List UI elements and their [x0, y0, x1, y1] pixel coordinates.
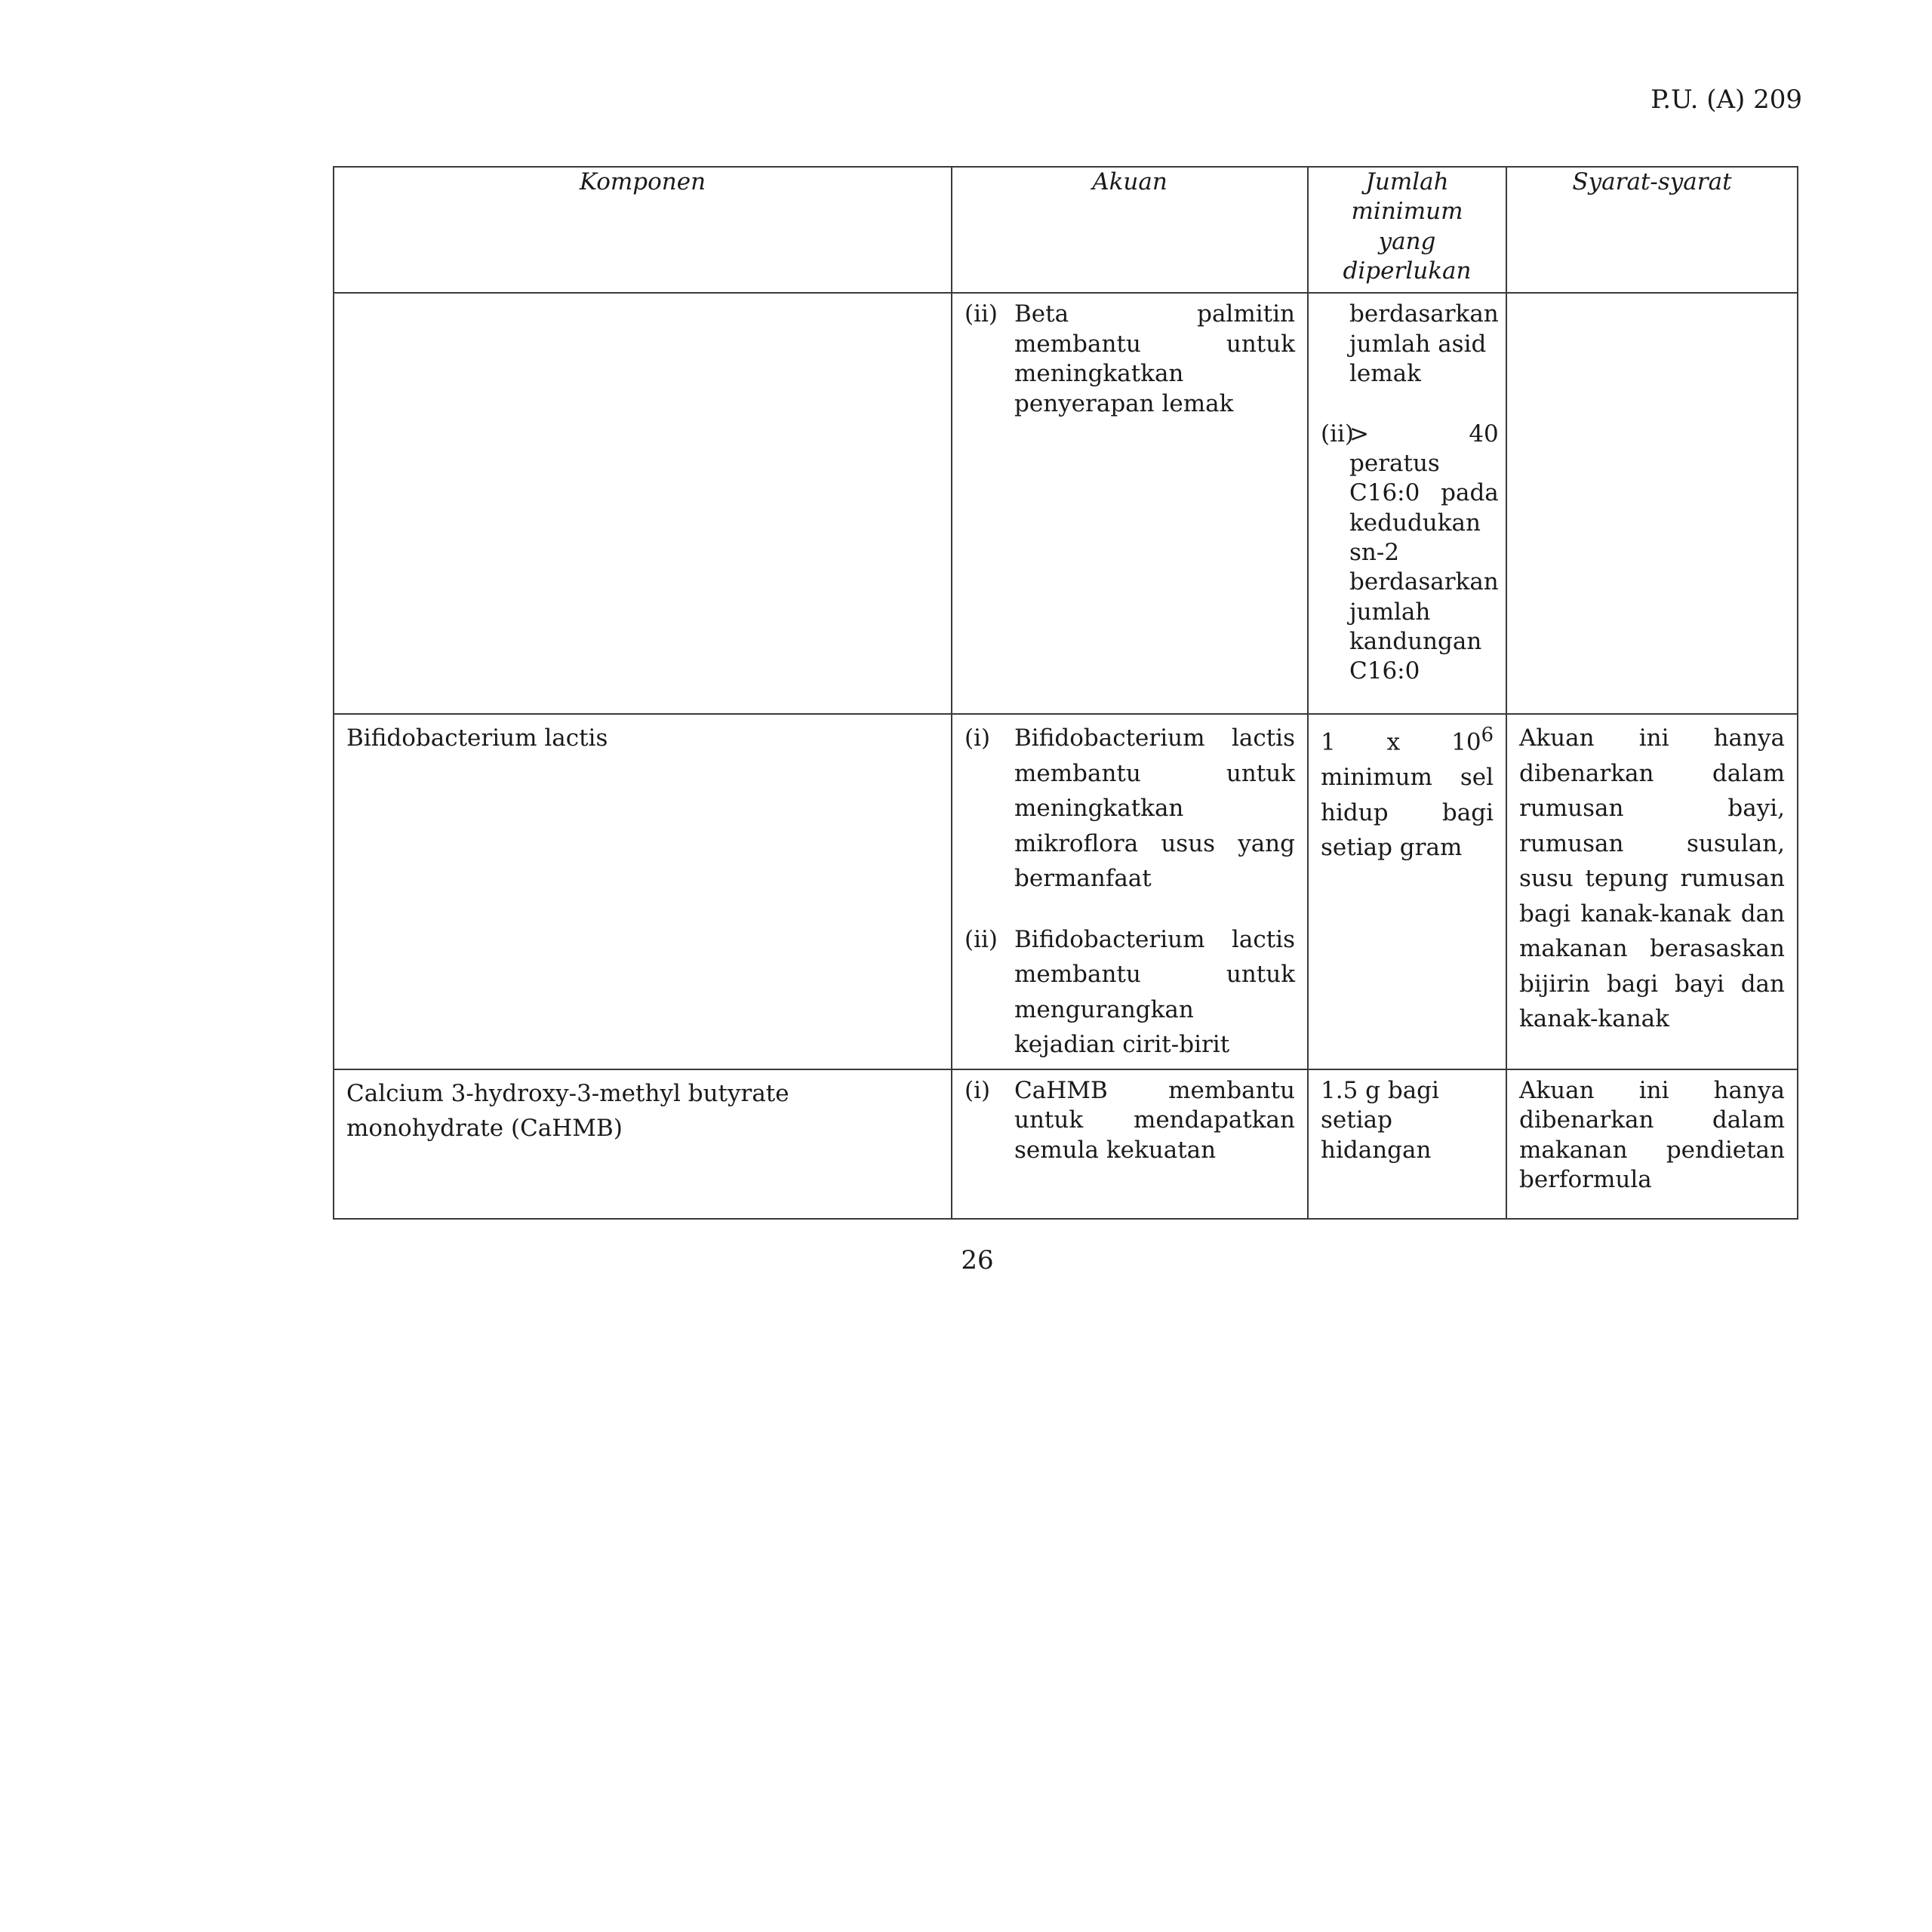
claims-cell: [952, 1069, 1308, 1219]
amount-subitem: [1321, 420, 1499, 687]
table-row: [334, 714, 1798, 1069]
column-header-syarat: Syarat-syarat: [1506, 167, 1798, 293]
amount-cell: 1.5 g bagi setiap hidangan: [1308, 1069, 1506, 1219]
amount-exponent: 6: [1481, 724, 1494, 747]
claim-text: Bifidobacterium lactis membantu untuk mengurangkan kejadian cirit-birit: [1014, 925, 1295, 1059]
claim-number: (ii): [964, 300, 998, 328]
claims-table: [333, 166, 1798, 1220]
claim-number: (ii): [964, 925, 998, 953]
conditions-cell: Akuan ini hanya dibenarkan dalam rumusan bayi, rumusan susulan, susu tepung rumusan bagi kanak-kanak dan makanan berasaskan bijirin bagi bayi dan kanak-kanak: [1506, 714, 1798, 1069]
claim-text: CaHMB membantu untuk mendapatkan semula kekuatan: [1014, 1076, 1295, 1164]
amount-cell: [1308, 714, 1506, 1069]
page-number: 26: [961, 1245, 994, 1275]
column-header-komponen: Komponen: [334, 167, 952, 293]
table-row: [334, 1069, 1798, 1219]
claim-item: [964, 1076, 1295, 1165]
amount-value: 1 x 10: [1321, 728, 1481, 756]
amount-unit: minimum sel hidup bagi setiap gram: [1321, 764, 1494, 862]
table-row: [334, 293, 1798, 714]
conditions-cell: [1506, 293, 1798, 714]
document-reference: P.U. (A) 209: [1651, 85, 1802, 115]
component-cell: [334, 293, 952, 714]
amount-cell: [1308, 293, 1506, 714]
claim-item: [964, 721, 1295, 897]
component-cell: Calcium 3-hydroxy-3-methyl butyrate monohydrate (CaHMB): [334, 1069, 952, 1219]
claims-cell: [952, 714, 1308, 1069]
claims-cell: [952, 293, 1308, 714]
amount-continuation: berdasarkan jumlah asid lemak: [1349, 300, 1499, 388]
claim-text: Beta palmitin membantu untuk meningkatkan penyerapan lemak: [1014, 300, 1295, 417]
claim-item: [964, 300, 1295, 418]
claim-item: [964, 922, 1295, 1063]
amount-subitem-number: (ii): [1321, 420, 1355, 448]
amount-subitem-text: > 40 peratus C16:0 pada kedudukan sn-2 berdasarkan jumlah kandungan C16:0: [1349, 420, 1499, 685]
column-header-akuan: Akuan: [952, 167, 1308, 293]
claim-number: (i): [964, 1076, 991, 1104]
conditions-cell: Akuan ini hanya dibenarkan dalam makanan pendietan berformula: [1506, 1069, 1798, 1219]
claim-text: Bifidobacterium lactis membantu untuk meningkatkan mikroflora usus yang bermanfaat: [1014, 724, 1295, 893]
table-header-row: [334, 167, 1798, 293]
claim-number: (i): [964, 724, 991, 752]
component-cell: Bifidobacterium lactis: [334, 714, 952, 1069]
column-header-jumlah: Jumlah minimum yang diperlukan: [1308, 167, 1506, 293]
